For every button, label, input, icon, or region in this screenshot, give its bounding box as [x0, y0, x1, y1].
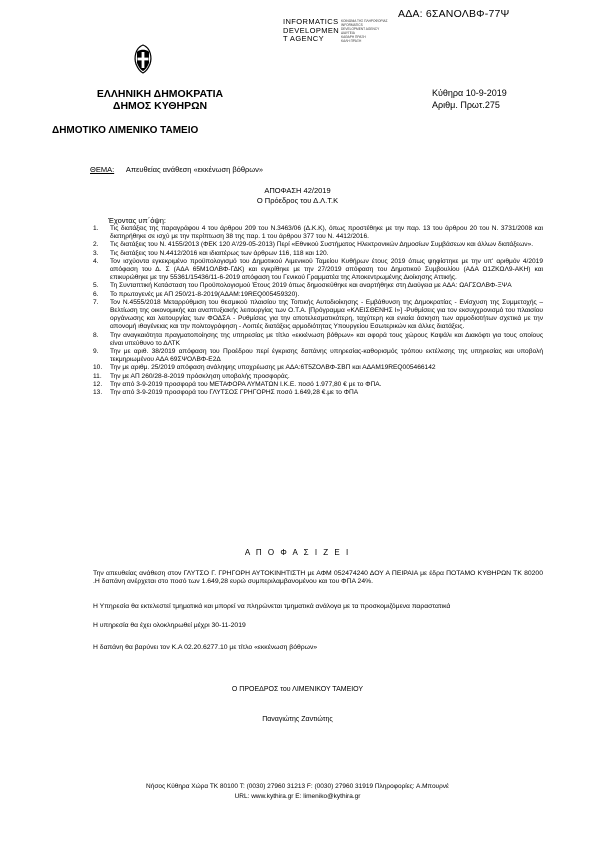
decision-paragraph-award: Την απευθείας ανάθεση στον ΓΛΥΤΣΟ Γ. ΓΡΗΓΟΡΗ ΑΥΤΟΚΙΝΗΤΙΣΤΗ με ΑΦΜ 052474240 ΔΟΥ Α ΠΕΙΡΑΙΑ με έδρα ΠΟΤΑΜΟ ΚΥΘΗΡΩΝ ΤΚ 80200 .Η δαπάνη ανέρχεται στο ποσό των 1.649,28 ευρώ συμπεριλαμβανομένου και του ΦΠΑ 24%. [93, 570, 543, 586]
subject-line [90, 165, 263, 174]
logo-mini-line: ΚΑΘΑΡΗ ΠΡΑΞΗ [341, 35, 366, 39]
org-title: ΕΛΛΗΝΙΚΗ ΔΗΜΟΚΡΑΤΙΑ [96, 88, 224, 100]
item-text: Τη Συνταπτική Κατάσταση του Προϋπολογισμού Έτους 2019 όπως δημοσιεύθηκε και αναρτήθηκε στη Διαύγεια με ΑΔΑ: ΩΑΓΣΟΛΒΦ-ΞΨΑ [110, 282, 512, 290]
list-item [93, 241, 543, 249]
item-number: 10. [93, 364, 103, 372]
list-item [93, 282, 543, 290]
logo-mini-text [341, 19, 411, 43]
item-number: 11. [93, 372, 102, 380]
item-text: Την με αριθμ. 25/2019 απόφαση ανάληψης υποχρέωσης με ΑΔΑ:6Τ5ΖΟΛΒΦ-ΣΒΠ και ΑΔΑΜ19REQ005466142 [110, 364, 436, 372]
ada-code: ΑΔΑ: 6ΣΑΝΟΛΒΦ-77Ψ [398, 8, 510, 20]
decision-paragraph-budget: Η δαπάνη θα βαρύνει τον Κ.Α 02.20.6277.10 με τίτλο «εκκένωση βόθρων» [93, 644, 318, 651]
list-item [93, 348, 543, 364]
item-text: Τις διατάξεις του Ν. 4155/2013 (ΦΕΚ 120 Α'/29-05-2013) Περί «Εθνικού Συστήματος Ηλεκτρονικών Δημοσίων Συμβάσεων και άλλων διατάξεων». [110, 241, 534, 249]
department-title: ΔΗΜΟΤΙΚΟ ΛΙΜΕΝΙΚΟ ΤΑΜΕΙΟ [52, 125, 199, 136]
item-number: 12. [93, 380, 103, 388]
footer-web: URL: www.kythira.gr E: limeniko@kythira.gr [234, 793, 361, 800]
list-item [93, 250, 543, 258]
item-text: Το πρωτογενές με ΑΠ 250/21-8-2019(ΑΔΑΜ:19REQ005459320). [110, 290, 300, 298]
logo-mini-line: ΚΑΛΗ ΠΡΑΞΗ [341, 39, 362, 43]
list-item [93, 299, 543, 332]
list-item [93, 258, 543, 283]
greek-emblem-icon [130, 44, 156, 74]
municipality-title: ΔΗΜΟΣ ΚΥΘΗΡΩΝ [112, 100, 208, 112]
list-item [93, 291, 543, 299]
item-text: Τις διατάξεις της παραγράφου 4 του άρθρου 209 του Ν.3463/06 (Δ.Κ.Κ), όπως προστέθηκε με την παρ. 13 του άρθρου 20 του Ν. 3731/2008 και διατηρήθηκε σε ισχύ με την περίπτωση 38 της παρ. 1 του άρθρου 377 του Ν. 4412/2016. [110, 225, 543, 241]
item-number: 2. [93, 241, 99, 249]
president-title: Ο ΠΡΟΕΔΡΟΣ του ΛΙΜΕΝΙΚΟΥ ΤΑΜΕΙΟΥ [231, 686, 364, 693]
list-item [93, 389, 543, 397]
item-number: 9. [93, 348, 99, 356]
item-number: 4. [93, 257, 99, 265]
logo-mini-line: ΔΙΑΥΓΕΙΑ [341, 31, 355, 35]
logo-line: DEVELOPMEN [283, 25, 340, 35]
logo-mini-line: ΚΟΙΝΩΝΙΑ ΤΗΣ ΠΛΗΡΟΦΟΡΙΑΣ [341, 19, 388, 23]
item-number: 1. [93, 225, 99, 232]
item-number: 8. [93, 331, 99, 339]
item-text: Την με ΑΠ 260/28-8-2019 πρόσκληση υποβολής προσφοράς. [110, 372, 290, 380]
list-item [93, 364, 543, 372]
logo-mini-line: INFORMATICS [341, 23, 363, 27]
place-date: Κύθηρα 10-9-2019 [432, 88, 507, 98]
logo-line: INFORMATICS [283, 17, 339, 26]
diavgeia-logo [283, 18, 403, 58]
item-text: Τις διατάξεις του Ν.4412/2016 και ιδιαιτέρως των άρθρων 116, 118 και 120. [110, 249, 329, 257]
decides-heading: Α Π Ο Φ Α Σ Ι Ζ Ε Ι [244, 548, 351, 557]
item-number: 6. [93, 290, 99, 298]
footer-contact: Νήσος Κύθηρα Χώρα ΤΚ 80100 Τ: (0030) 27960 31213 F: (0030) 27960 31919 Πληροφορίες: Α.Μπουρνέ [146, 783, 449, 790]
subject-label: ΘΕΜΑ: [90, 165, 115, 174]
decision-paragraph-payment: Η Υπηρεσία θα εκτελεστεί τμηματικά και μπορεί να πληρώνεται τμηματικά ανάλογα με τα προσκομιζόμενα παραστατικά [93, 603, 451, 610]
list-item [93, 381, 543, 389]
decision-paragraph-deadline: Η υπηρεσία θα έχει ολοκληρωθεί μέχρι 30-11-2019 [93, 622, 246, 629]
logo-line: T AGENCY [283, 34, 324, 43]
president-name: Παναγιώτης Ζαντιώτης [262, 716, 333, 723]
item-number: 7. [93, 298, 99, 306]
logo-mini-line: DEVELOPMENT AGENCY [341, 27, 380, 31]
list-item [93, 225, 543, 241]
item-text: Την από 3-9-2019 προσφορά του ΓΛΥΤΣΟΣ ΓΡΗΓΟΡΗΣ ποσό 1.649,28 €.με το ΦΠΑ [110, 389, 359, 397]
item-text: Την με αριθ. 38/2019 απόφαση του Προέδρου περί έγκρισης δαπάνης υπηρεσίας-καθορισμός τρόπου εκτέλεσης της υπηρεσίας και υποβολή τεκμηριωμένου ΑΔΑ 69ΣΨΟΛΒΦ-Ε2Δ [110, 348, 543, 364]
item-number: 3. [93, 249, 99, 257]
item-number: 13. [93, 389, 103, 397]
decision-number: ΑΠΟΦΑΣΗ 42/2019 [264, 186, 331, 195]
subject-text: Απευθείας ανάθεση «εκκένωση βόθρων» [125, 165, 264, 174]
list-item [93, 332, 543, 348]
list-item [93, 373, 543, 381]
item-number: 5. [93, 282, 99, 290]
item-text: Την από 3-9-2019 προσφορά του ΜΕΤΑΦΟΡΑ ΛΥΜΑΤΩΝ Ι.Κ.Ε. ποσό 1.977,80 € με το ΦΠΑ. [110, 380, 382, 388]
item-text: Τον Ν.4555/2018 Μεταρρύθμιση του θεσμικού πλαισίου της Τοπικής Αυτοδιοίκησης - Εμβάθυνση της Δημοκρατίας - Ενίσχυση της Συμμετοχής – Βελτίωση της οικονομικής και αναπτυξιακής λειτουργίας των Ο.Τ.Α. [Πρόγραμμα «ΚΛΕΙΣΘΕΝΗΣ Ι»] -Ρυθμίσεις για τον εκσυγχρονισμό του πλαισίου οργάνωσης και λειτουργίας των ΦΟΔΣΑ - Ρυθμίσεις για την αποτελεσματικότερη, ταχύτερη και ενιαία άσκηση των αρμοδιοτήτων σχετικά με την απονομή ιθαγένειας και την πολιτογράφηση - Λοιπές διατάξεις αρμοδιότητας Υπουργείου Εσωτερικών και άλλες διατάξεις. [110, 298, 543, 331]
considerations-list [93, 225, 543, 397]
item-text: Την αναγκαιότητα πραγματοποίησης της υπηρεσίας με τίτλο «εκκένωση βόθρων» και αφορά τους χώρους Καψάλι και Διακόφτι για τους οποίους είναι υπεύθυνο το ΔΛΤΚ [110, 331, 543, 347]
having-intro: Έχοντας υπ΄όψη: [108, 216, 166, 225]
decision-by: Ο Πρόεδρος του Δ.Λ.Τ.Κ [256, 196, 339, 205]
item-text: Τον ισχύοντα εγκεκριμένο προϋπολογισμό του Δημοτικού Λιμενικού Ταμείου Κυθήρων έτους 2019 όπως ψηφίστηκε με την υπ' αριθμόν 4/2019 απόφαση του Δ. Σ (ΑΔΑ 65Μ1ΟΛΒΦ-ΓΔΚ) και εγκρίθηκε με την 27/2019 απόφαση του Δημοτικού Συμβουλίου (ΑΔΑ Ω1ΖΚΩΛ9-ΑΚΗ) και επικυρώθηκε με την 55361/15436/11-6-2019 απόφαση του Γενικού Γραμματέα της Αποκεντρωμένης Διοίκησης Αττικής. [110, 257, 543, 282]
protocol-number: Αριθμ. Πρωτ.275 [432, 100, 500, 110]
